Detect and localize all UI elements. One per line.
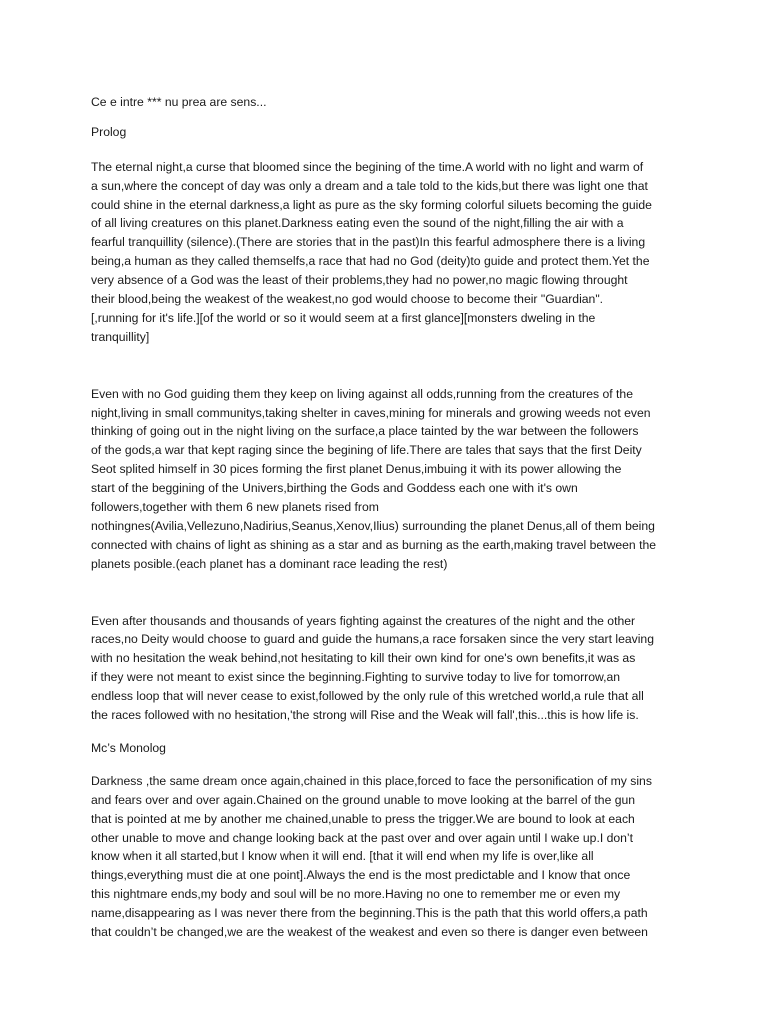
paragraph-line: name,disappearing as I was never there from the beginning.This is the path that this world offers,a path (91, 906, 648, 921)
paragraph-line: that couldn’t be changed,we are the weakest of the weakest and even so there is danger even between (91, 924, 648, 939)
paragraph-line: and fears over and over again.Chained on the ground unable to move looking at the barrel of the gun (91, 792, 636, 807)
paragraph-line: if they were not meant to exist since the beginning.Fighting to survive today to live for tomorrow,an (91, 670, 621, 685)
paragraph-line: tranquillity] (91, 329, 150, 344)
paragraph-line: that is pointed at me by another me chained,unable to press the trigger.We are bound to look at each (91, 811, 635, 826)
paragraph-line: Seot splited himself in 30 pices forming the first planet Denus,imbuing it with its power allowing the (91, 462, 622, 477)
paragraph-line: their blood,being the weakest of the weakest,no god would choose to become their "Guardian". (91, 292, 604, 307)
paragraph-line: nothingnes(Avilia,Vellezuno,Nadirius,Seanus,Xenov,Ilius) surrounding the planet Denus,all of them being (91, 518, 655, 533)
paragraph-line: night,living in small communitys,taking shelter in caves,mining for minerals and growing weeds not even (91, 405, 651, 420)
paragraph-line: things,everything must die at one point].Always the end is the most predictable and I know that once (91, 868, 631, 883)
paragraph-1 (91, 158, 681, 347)
document-body (91, 93, 681, 942)
paragraph-line: know when it all started,but I know when it will end. [that it will end when my life is over,like all (91, 849, 594, 864)
paragraph-line: a sun,where the concept of day was only a dream and a tale told to the kids,but there was light one that (91, 178, 648, 193)
paragraph-line: of the gods,a war that kept raging since the begining of life.There are tales that says that the first Deity (91, 443, 642, 458)
paragraph-line: being,a human as they called themselfs,a race that had no God (deity)to guide and protect them.Yet the (91, 254, 650, 269)
paragraph-line: the races followed with no hesitation,'the strong will Rise and the Weak will fall',this...this is how life is. (91, 708, 639, 723)
paragraph-3 (91, 612, 681, 725)
paragraph-line: with no hesitation the weak behind,not hesitating to kill their own kind for one's own benefits,it was as (91, 651, 636, 666)
paragraph-line: very absence of a God was the least of their problems,they had no power,no magic flowing throught (91, 273, 628, 288)
paragraph-4 (91, 772, 681, 942)
prolog-heading: Prolog (91, 124, 127, 139)
paragraph-line: planets posible.(each planet has a dominant race leading the rest) (91, 556, 448, 571)
paragraph-line: Even with no God guiding them they keep on living against all odds,running from the creatures of the (91, 386, 633, 401)
paragraph-line: races,no Deity would choose to guard and guide the humans,a race forsaken since the very start leaving (91, 632, 654, 647)
paragraph-line: The eternal night,a curse that bloomed since the begining of the time.A world with no light and warm of (91, 159, 644, 174)
paragraph-line: could shine in the eternal darkness,a light as pure as the sky forming colorful siluets becoming the guide (91, 197, 652, 212)
paragraph-line: of all living creatures on this planet.Darkness eating even the sound of the night,filling the air with a (91, 216, 624, 231)
paragraph-line: connected with chains of light as shining as a star and as burning as the earth,making travel between the (91, 537, 657, 552)
paragraph-line: endless loop that will never cease to exist,followed by the only rule of this wretched world,a rule that all (91, 689, 644, 704)
paragraph-line: start of the beggining of the Univers,birthing the Gods and Goddess each one with it's own (91, 481, 578, 496)
note-line: Ce e intre *** nu prea are sens... (91, 95, 267, 109)
paragraph-line: Darkness ,the same dream once again,chained in this place,forced to face the personification of my sins (91, 773, 652, 788)
paragraph-line: this nightmare ends,my body and soul will be no more.Having no one to remember me or even my (91, 887, 621, 902)
paragraph-2 (91, 385, 681, 574)
paragraph-line: thinking of going out in the night living on the surface,a place tainted by the war between the followers (91, 424, 639, 439)
paragraph-line: fearful tranquillity (silence).(There are stories that in the past)In this fearful admosphere there is a living (91, 235, 646, 250)
paragraph-line: [,running for it's life.][of the world or so it would seem at a first glance][monsters dweling in the (91, 310, 596, 325)
monolog-heading: Mc’s Monolog (91, 740, 166, 755)
paragraph-line: Even after thousands and thousands of years fighting against the creatures of the night and the other (91, 613, 636, 628)
paragraph-line: followers,together with them 6 new planets rised from (91, 500, 379, 515)
paragraph-line: other unable to move and change looking back at the past over and over again until I wake up.I don’t (91, 830, 634, 845)
